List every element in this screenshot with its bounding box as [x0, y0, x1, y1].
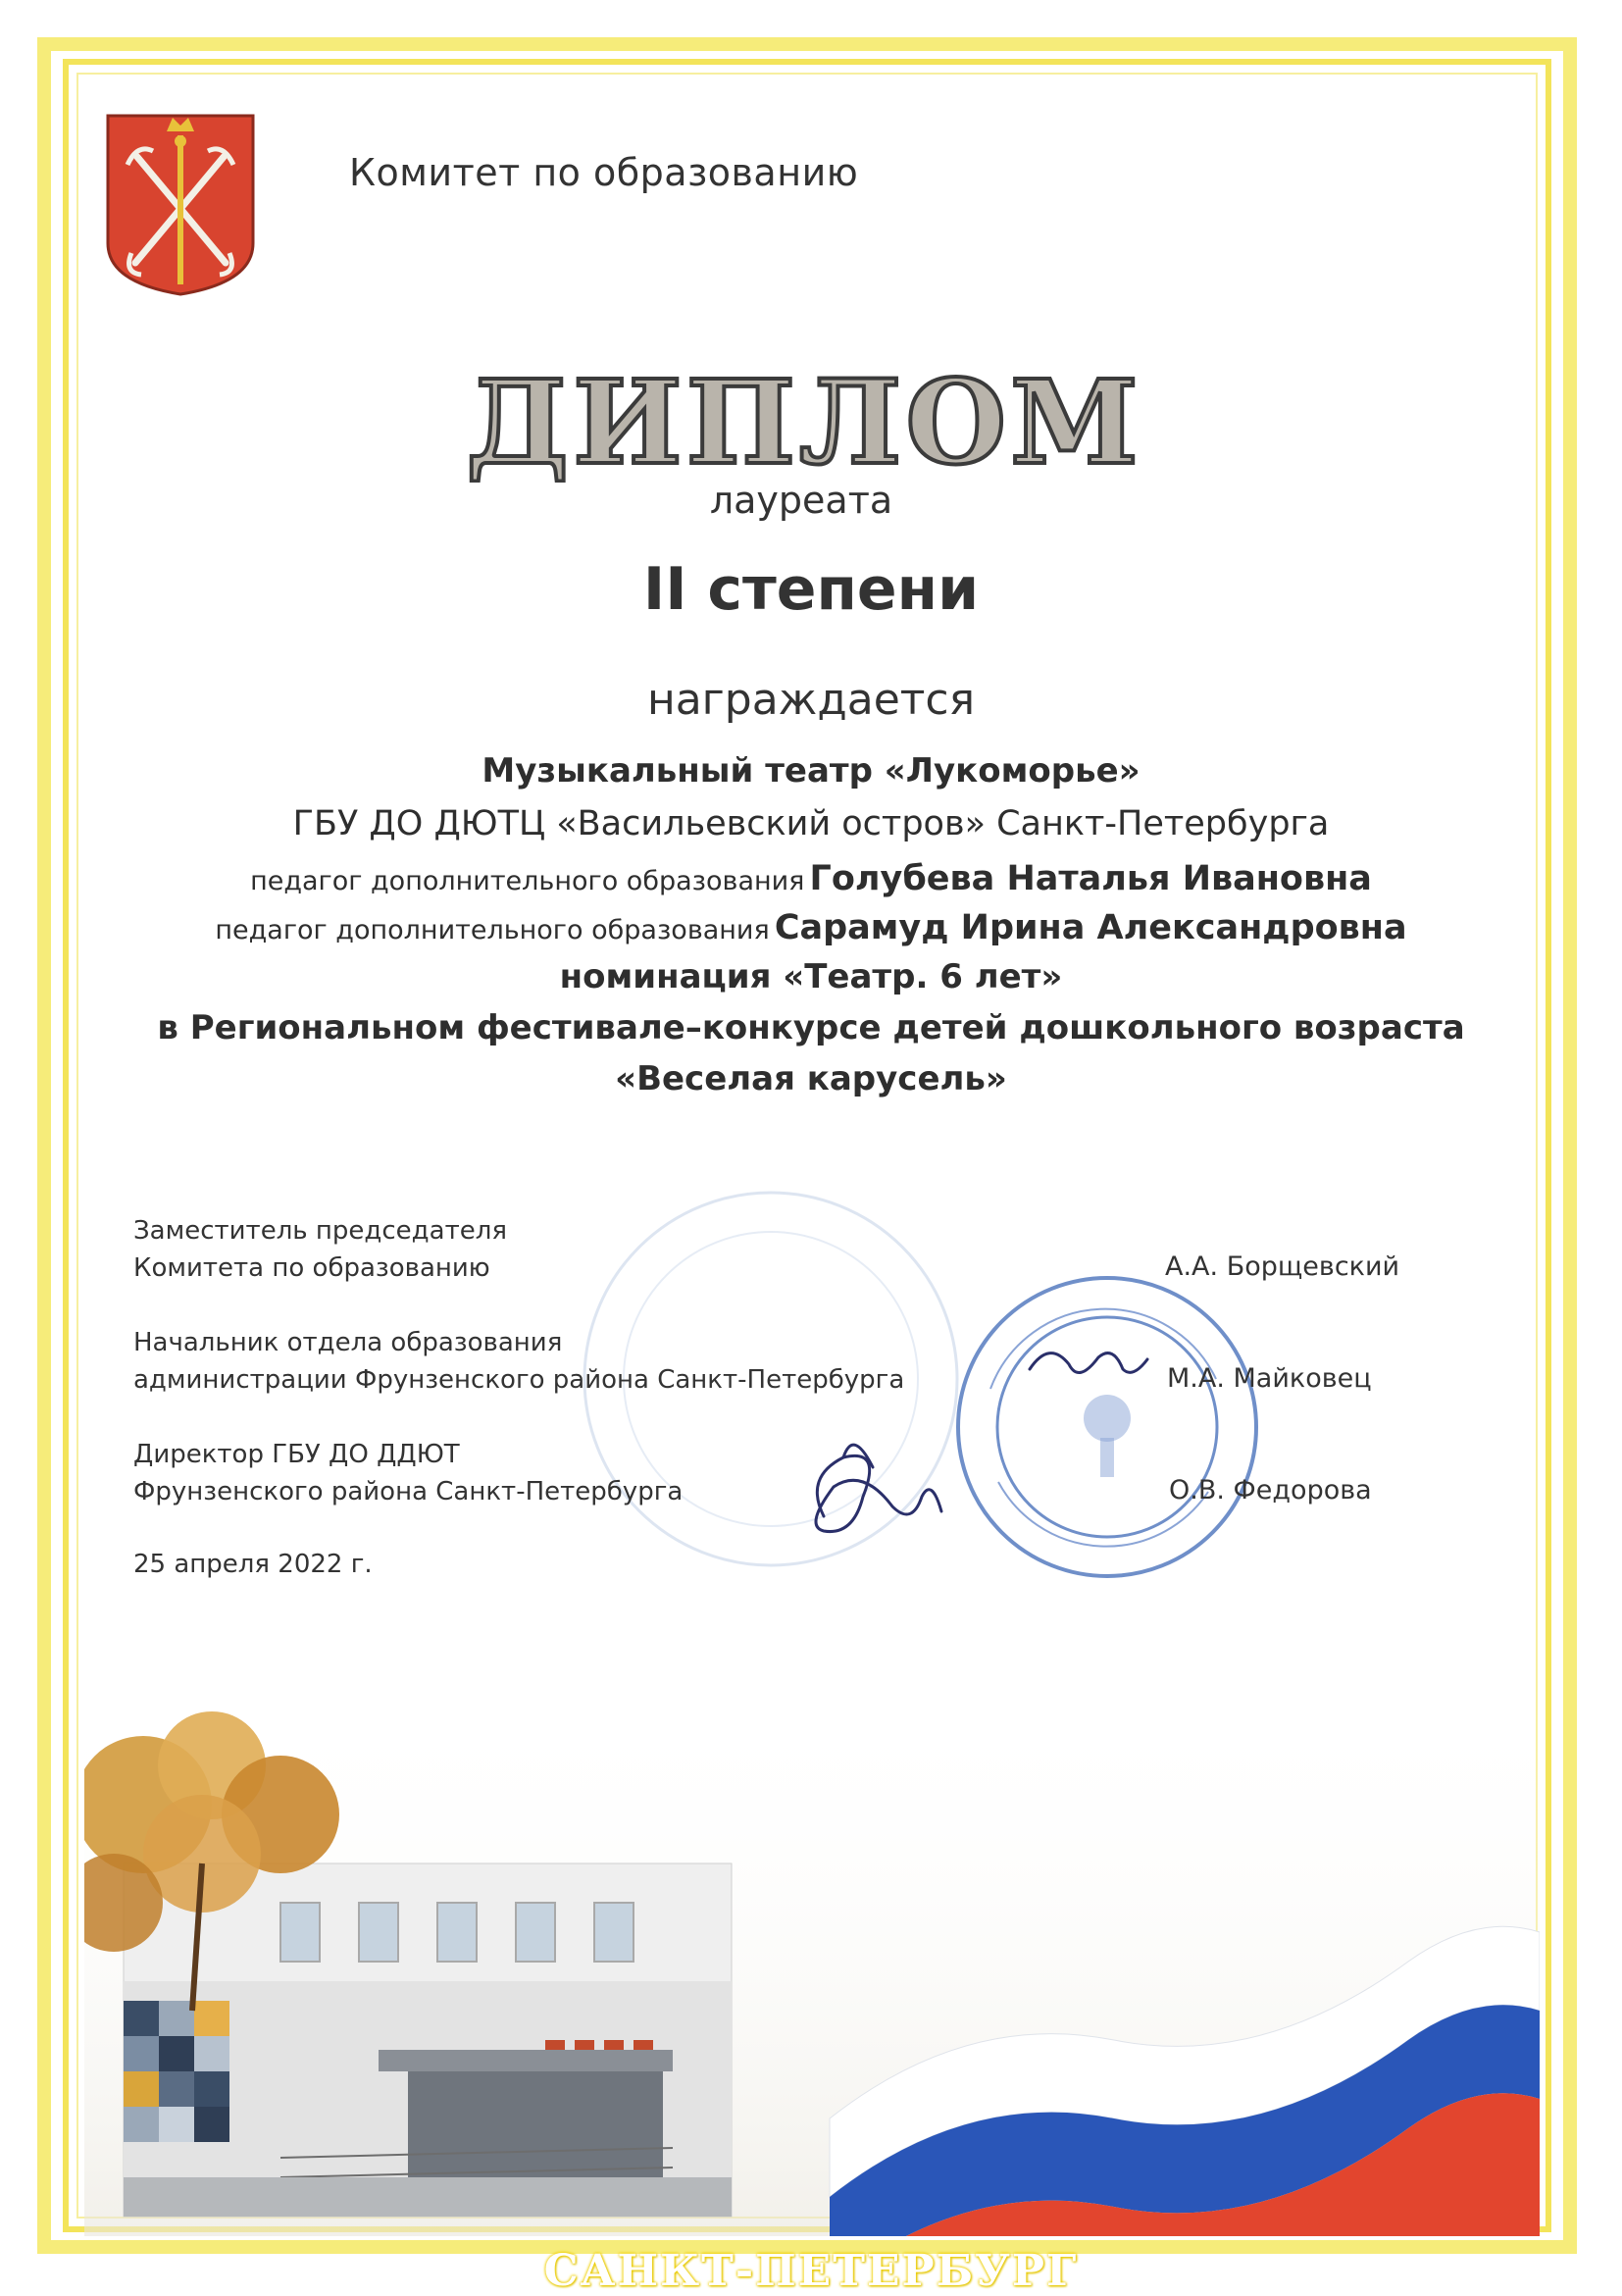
- contest-description: в Региональном фестивале–конкурсе детей дошкольного возраста: [157, 1008, 1465, 1047]
- signatory-2-title-line1: Начальник отдела образования: [133, 1328, 563, 1357]
- diploma-title: [461, 365, 1147, 483]
- nomination: номинация «Театр. 6 лет»: [559, 957, 1063, 996]
- signatory-2-title-line2: администрации Фрунзенского района Санкт-Петербурга: [133, 1365, 905, 1395]
- diploma-subtitle: лауреата: [709, 479, 893, 522]
- issue-date: 25 апреля 2022 г.: [133, 1550, 373, 1579]
- signatory-1-title: [133, 1212, 507, 1287]
- signatory-1-title-line1: Заместитель председателя: [133, 1216, 507, 1246]
- signatory-3-title: [133, 1436, 683, 1510]
- teacher-1-name: Голубева Наталья Ивановна: [809, 859, 1372, 898]
- group-name: Музыкальный театр «Лукоморье»: [482, 751, 1140, 791]
- signatory-3-name: О.В. Федорова: [1169, 1475, 1372, 1505]
- awarded-label: награждается: [646, 675, 976, 725]
- teacher-2: [0, 908, 1622, 947]
- contest-name: «Веселая карусель»: [615, 1059, 1007, 1098]
- school-building: [124, 1863, 732, 2217]
- teacher-2-role: педагог дополнительного образования: [215, 915, 770, 945]
- institution-name: ГБУ ДО ДЮТЦ «Васильевский остров» Санкт-Петербурга: [292, 804, 1330, 843]
- building-and-flag-illustration: [84, 1687, 1540, 2236]
- signatory-1-name: А.А. Борщевский: [1165, 1251, 1400, 1282]
- signatory-2-title: [133, 1324, 904, 1399]
- signatory-1-title-line2: Комитета по образованию: [133, 1253, 490, 1283]
- committee-name: Комитет по образованию: [349, 151, 859, 194]
- teacher-1: [0, 859, 1622, 898]
- signatory-3-title-line2: Фрунзенского района Санкт-Петербурга: [133, 1477, 684, 1506]
- city-banner: САНКТ-ПЕТЕРБУРГ: [543, 2246, 1079, 2296]
- signatory-2-name: М.А. Майковец: [1167, 1363, 1372, 1394]
- signatory-3-title-line1: Директор ГБУ ДО ДДЮТ: [133, 1440, 460, 1469]
- teacher-1-role: педагог дополнительного образования: [250, 866, 805, 896]
- coat-of-arms-icon: [102, 106, 259, 298]
- teacher-2-name: Сарамуд Ирина Александровна: [774, 908, 1407, 947]
- diploma-title-text: ДИПЛОМ: [466, 365, 1142, 483]
- degree-line: II степени: [642, 555, 980, 624]
